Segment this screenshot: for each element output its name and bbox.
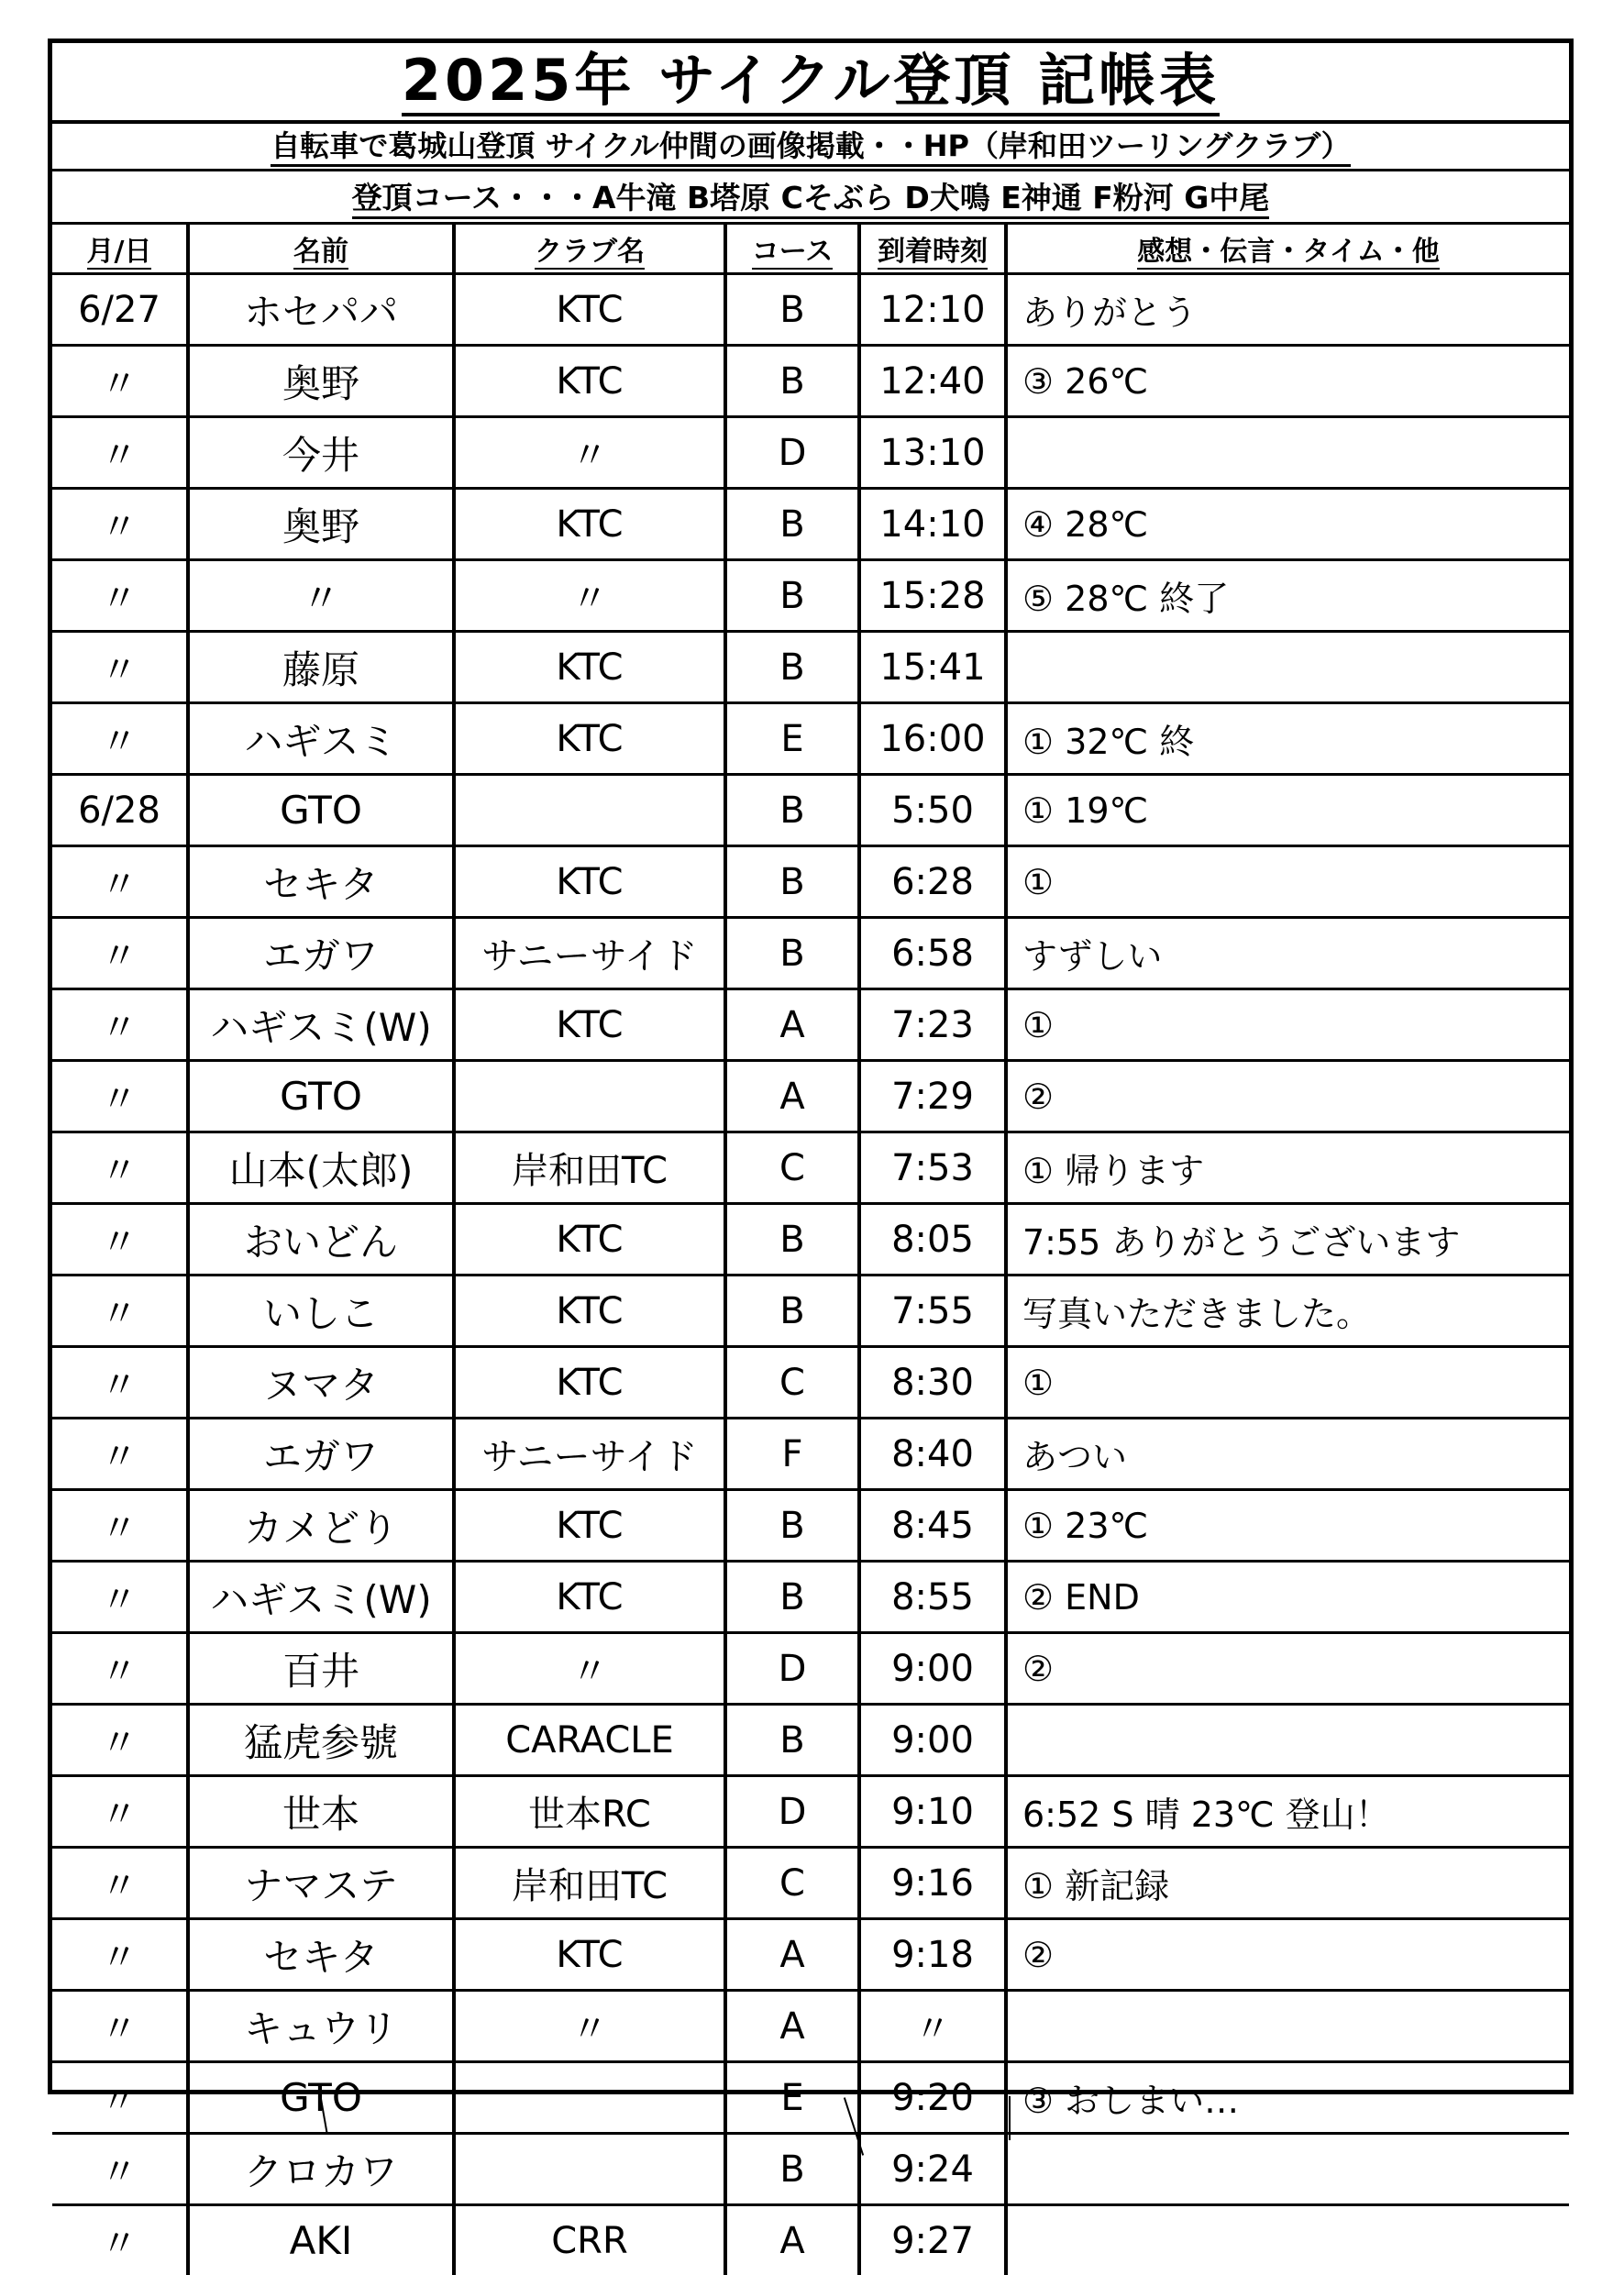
table-row [52, 560, 1569, 632]
arrival-time-cell: 16:00 [859, 703, 1006, 775]
arrival-time-cell: 13:10 [859, 417, 1006, 489]
date-cell: 〃 [52, 846, 188, 918]
arrival-time-cell: 〃 [859, 1991, 1006, 2062]
comment-cell: ① 19℃ [1006, 775, 1569, 846]
name-cell: GTO [188, 2062, 454, 2134]
club-cell: 岸和田TC [454, 1848, 725, 1919]
course-cell: A [725, 1919, 859, 1991]
course-cell: B [725, 489, 859, 560]
comment-cell: ③ 26℃ [1006, 346, 1569, 417]
date-cell: 〃 [52, 1919, 188, 1991]
club-cell: KTC [454, 346, 725, 417]
comment-cell: ① [1006, 846, 1569, 918]
name-cell: 世本 [188, 1776, 454, 1848]
name-cell: ハギスミ(W) [188, 1562, 454, 1633]
comment-cell: ① 23℃ [1006, 1490, 1569, 1562]
club-cell: 〃 [454, 1991, 725, 2062]
club-cell [454, 1061, 725, 1132]
name-cell: いしこ [188, 1276, 454, 1347]
comment-cell: 7:55 ありがとうございます [1006, 1204, 1569, 1276]
name-cell: ホセパパ [188, 274, 454, 346]
table-row [52, 489, 1569, 560]
club-cell: サニーサイド [454, 1419, 725, 1490]
club-cell: KTC [454, 1562, 725, 1633]
club-cell: KTC [454, 989, 725, 1061]
club-cell: CARACLE [454, 1705, 725, 1776]
table-row [52, 1419, 1569, 1490]
club-cell [454, 775, 725, 846]
date-cell: 〃 [52, 417, 188, 489]
arrival-time-cell: 7:55 [859, 1276, 1006, 1347]
date-cell: 6/27 [52, 274, 188, 346]
course-cell: B [725, 632, 859, 703]
table-row [52, 1848, 1569, 1919]
table-row [52, 918, 1569, 989]
club-cell [454, 2134, 725, 2205]
title-bar [52, 43, 1569, 124]
name-cell: 〃 [188, 560, 454, 632]
comment-cell: ① 32℃ 終 [1006, 703, 1569, 775]
course-cell: B [725, 1705, 859, 1776]
comment-cell: ① [1006, 989, 1569, 1061]
name-cell: AKI [188, 2205, 454, 2275]
table-row [52, 2205, 1569, 2275]
course-cell: E [725, 2062, 859, 2134]
name-cell: エガワ [188, 918, 454, 989]
club-cell: 岸和田TC [454, 1132, 725, 1204]
comment-cell: ① 帰ります [1006, 1132, 1569, 1204]
name-cell: ハギスミ(W) [188, 989, 454, 1061]
club-cell: KTC [454, 1919, 725, 1991]
table-row [52, 346, 1569, 417]
club-cell: KTC [454, 489, 725, 560]
column-header-name: 名前 [188, 225, 454, 274]
table-row [52, 1705, 1569, 1776]
arrival-time-cell: 9:00 [859, 1705, 1006, 1776]
comment-cell: 写真いただきました。 [1006, 1276, 1569, 1347]
date-cell: 〃 [52, 1633, 188, 1705]
arrival-time-cell: 8:45 [859, 1490, 1006, 1562]
name-cell: 猛虎参號 [188, 1705, 454, 1776]
course-cell: A [725, 989, 859, 1061]
comment-cell: ② [1006, 1061, 1569, 1132]
course-cell: B [725, 274, 859, 346]
table-row [52, 1919, 1569, 1991]
course-cell: B [725, 918, 859, 989]
course-cell: D [725, 1776, 859, 1848]
table-row [52, 1633, 1569, 1705]
club-cell: KTC [454, 632, 725, 703]
table-row [52, 417, 1569, 489]
date-cell: 〃 [52, 1419, 188, 1490]
date-cell: 〃 [52, 2205, 188, 2275]
name-cell: エガワ [188, 1419, 454, 1490]
course-cell: B [725, 1204, 859, 1276]
comment-cell: ⑤ 28℃ 終了 [1006, 560, 1569, 632]
log-table [52, 225, 1569, 2275]
course-cell: A [725, 1991, 859, 2062]
table-row [52, 1132, 1569, 1204]
date-cell: 〃 [52, 1061, 188, 1132]
arrival-time-cell: 9:00 [859, 1633, 1006, 1705]
column-header-club: クラブ名 [454, 225, 725, 274]
arrival-time-cell: 9:10 [859, 1776, 1006, 1848]
course-cell: D [725, 1633, 859, 1705]
arrival-time-cell: 8:40 [859, 1419, 1006, 1490]
name-cell: おいどん [188, 1204, 454, 1276]
page-title: 2025年 サイクル登頂 記帳表 [402, 49, 1220, 116]
comment-cell: ② END [1006, 1562, 1569, 1633]
date-cell: 〃 [52, 1204, 188, 1276]
course-cell: B [725, 560, 859, 632]
course-cell: B [725, 1276, 859, 1347]
date-cell: 〃 [52, 703, 188, 775]
arrival-time-cell: 14:10 [859, 489, 1006, 560]
log-sheet [48, 39, 1574, 2094]
club-cell: 〃 [454, 1633, 725, 1705]
course-legend: 登頂コース・・・A牛滝 B塔原 Cそぶら D犬鳴 E神通 F粉河 G中尾 [352, 180, 1270, 219]
name-cell: 奥野 [188, 346, 454, 417]
table-row [52, 1347, 1569, 1419]
arrival-time-cell: 5:50 [859, 775, 1006, 846]
comment-cell: ② [1006, 1633, 1569, 1705]
name-cell: 今井 [188, 417, 454, 489]
name-cell: カメどり [188, 1490, 454, 1562]
date-cell: 〃 [52, 346, 188, 417]
table-row [52, 846, 1569, 918]
course-cell: A [725, 1061, 859, 1132]
club-cell: KTC [454, 703, 725, 775]
date-cell: 〃 [52, 989, 188, 1061]
arrival-time-cell: 8:30 [859, 1347, 1006, 1419]
name-cell: ハギスミ [188, 703, 454, 775]
date-cell: 〃 [52, 918, 188, 989]
club-cell: KTC [454, 1276, 725, 1347]
arrival-time-cell: 6:28 [859, 846, 1006, 918]
arrival-time-cell: 9:18 [859, 1919, 1006, 1991]
comment-cell: ③ おしまい… [1006, 2062, 1569, 2134]
table-row [52, 1776, 1569, 1848]
table-row [52, 2062, 1569, 2134]
table-row [52, 1061, 1569, 1132]
club-cell: KTC [454, 1347, 725, 1419]
course-cell: D [725, 417, 859, 489]
name-cell: ナマステ [188, 1848, 454, 1919]
date-cell: 〃 [52, 2062, 188, 2134]
arrival-time-cell: 8:55 [859, 1562, 1006, 1633]
table-row [52, 703, 1569, 775]
pen-stroke [1009, 2096, 1011, 2140]
column-header-date: 月/日 [52, 225, 188, 274]
course-cell: C [725, 1347, 859, 1419]
date-cell: 〃 [52, 1562, 188, 1633]
name-cell: 奥野 [188, 489, 454, 560]
arrival-time-cell: 12:40 [859, 346, 1006, 417]
club-cell: KTC [454, 846, 725, 918]
club-cell: 〃 [454, 560, 725, 632]
course-cell: A [725, 2205, 859, 2275]
club-cell: CRR [454, 2205, 725, 2275]
date-cell: 〃 [52, 2134, 188, 2205]
name-cell: GTO [188, 1061, 454, 1132]
course-cell: B [725, 1490, 859, 1562]
club-cell: サニーサイド [454, 918, 725, 989]
comment-cell [1006, 1705, 1569, 1776]
comment-cell: すずしい [1006, 918, 1569, 989]
arrival-time-cell: 7:23 [859, 989, 1006, 1061]
course-cell: F [725, 1419, 859, 1490]
course-cell: B [725, 1562, 859, 1633]
name-cell: 百井 [188, 1633, 454, 1705]
comment-cell [1006, 2205, 1569, 2275]
arrival-time-cell: 6:58 [859, 918, 1006, 989]
arrival-time-cell: 9:27 [859, 2205, 1006, 2275]
arrival-time-cell: 7:53 [859, 1132, 1006, 1204]
club-cell: KTC [454, 1490, 725, 1562]
date-cell: 6/28 [52, 775, 188, 846]
date-cell: 〃 [52, 1490, 188, 1562]
name-cell: キュウリ [188, 1991, 454, 2062]
club-cell [454, 2062, 725, 2134]
arrival-time-cell: 9:16 [859, 1848, 1006, 1919]
name-cell: GTO [188, 775, 454, 846]
course-cell: C [725, 1132, 859, 1204]
table-row [52, 632, 1569, 703]
comment-cell: ありがとう [1006, 274, 1569, 346]
comment-cell: ② [1006, 1919, 1569, 1991]
club-cell: KTC [454, 274, 725, 346]
name-cell: ヌマタ [188, 1347, 454, 1419]
table-row [52, 1490, 1569, 1562]
comment-cell: あつい [1006, 1419, 1569, 1490]
arrival-time-cell: 12:10 [859, 274, 1006, 346]
column-header-comment: 感想・伝言・タイム・他 [1006, 225, 1569, 274]
date-cell: 〃 [52, 1705, 188, 1776]
name-cell: 藤原 [188, 632, 454, 703]
date-cell: 〃 [52, 1276, 188, 1347]
subtitle: 自転車で葛城山登頂 サイクル仲間の画像掲載・・HP（岸和田ツーリングクラブ） [271, 127, 1350, 167]
date-cell: 〃 [52, 1848, 188, 1919]
table-row [52, 2134, 1569, 2205]
comment-cell [1006, 2134, 1569, 2205]
table-row [52, 274, 1569, 346]
date-cell: 〃 [52, 489, 188, 560]
date-cell: 〃 [52, 1132, 188, 1204]
table-row [52, 1991, 1569, 2062]
club-cell: 世本RC [454, 1776, 725, 1848]
comment-cell: 6:52 S 晴 23℃ 登山！ [1006, 1776, 1569, 1848]
date-cell: 〃 [52, 1347, 188, 1419]
comment-cell: ① [1006, 1347, 1569, 1419]
comment-cell [1006, 417, 1569, 489]
course-cell: B [725, 775, 859, 846]
name-cell: セキタ [188, 1919, 454, 1991]
name-cell: 山本(太郎) [188, 1132, 454, 1204]
comment-cell: ① 新記録 [1006, 1848, 1569, 1919]
table-row [52, 1204, 1569, 1276]
table-row [52, 1276, 1569, 1347]
table-row [52, 1562, 1569, 1633]
course-cell: C [725, 1848, 859, 1919]
name-cell: クロカワ [188, 2134, 454, 2205]
club-cell: KTC [454, 1204, 725, 1276]
arrival-time-cell: 15:28 [859, 560, 1006, 632]
table-body [52, 274, 1569, 2275]
arrival-time-cell: 15:41 [859, 632, 1006, 703]
name-cell: セキタ [188, 846, 454, 918]
date-cell: 〃 [52, 560, 188, 632]
table-row [52, 775, 1569, 846]
header-row [52, 225, 1569, 274]
course-cell: B [725, 346, 859, 417]
subtitle-bar [52, 124, 1569, 171]
comment-cell: ④ 28℃ [1006, 489, 1569, 560]
arrival-time-cell: 9:20 [859, 2062, 1006, 2134]
course-cell: E [725, 703, 859, 775]
column-header-course: コース [725, 225, 859, 274]
column-header-arrival: 到着時刻 [859, 225, 1006, 274]
course-cell: B [725, 2134, 859, 2205]
course-legend-bar [52, 171, 1569, 225]
date-cell: 〃 [52, 1991, 188, 2062]
arrival-time-cell: 8:05 [859, 1204, 1006, 1276]
arrival-time-cell: 9:24 [859, 2134, 1006, 2205]
course-cell: B [725, 846, 859, 918]
club-cell: 〃 [454, 417, 725, 489]
arrival-time-cell: 7:29 [859, 1061, 1006, 1132]
comment-cell [1006, 632, 1569, 703]
date-cell: 〃 [52, 632, 188, 703]
date-cell: 〃 [52, 1776, 188, 1848]
table-row [52, 989, 1569, 1061]
comment-cell [1006, 1991, 1569, 2062]
